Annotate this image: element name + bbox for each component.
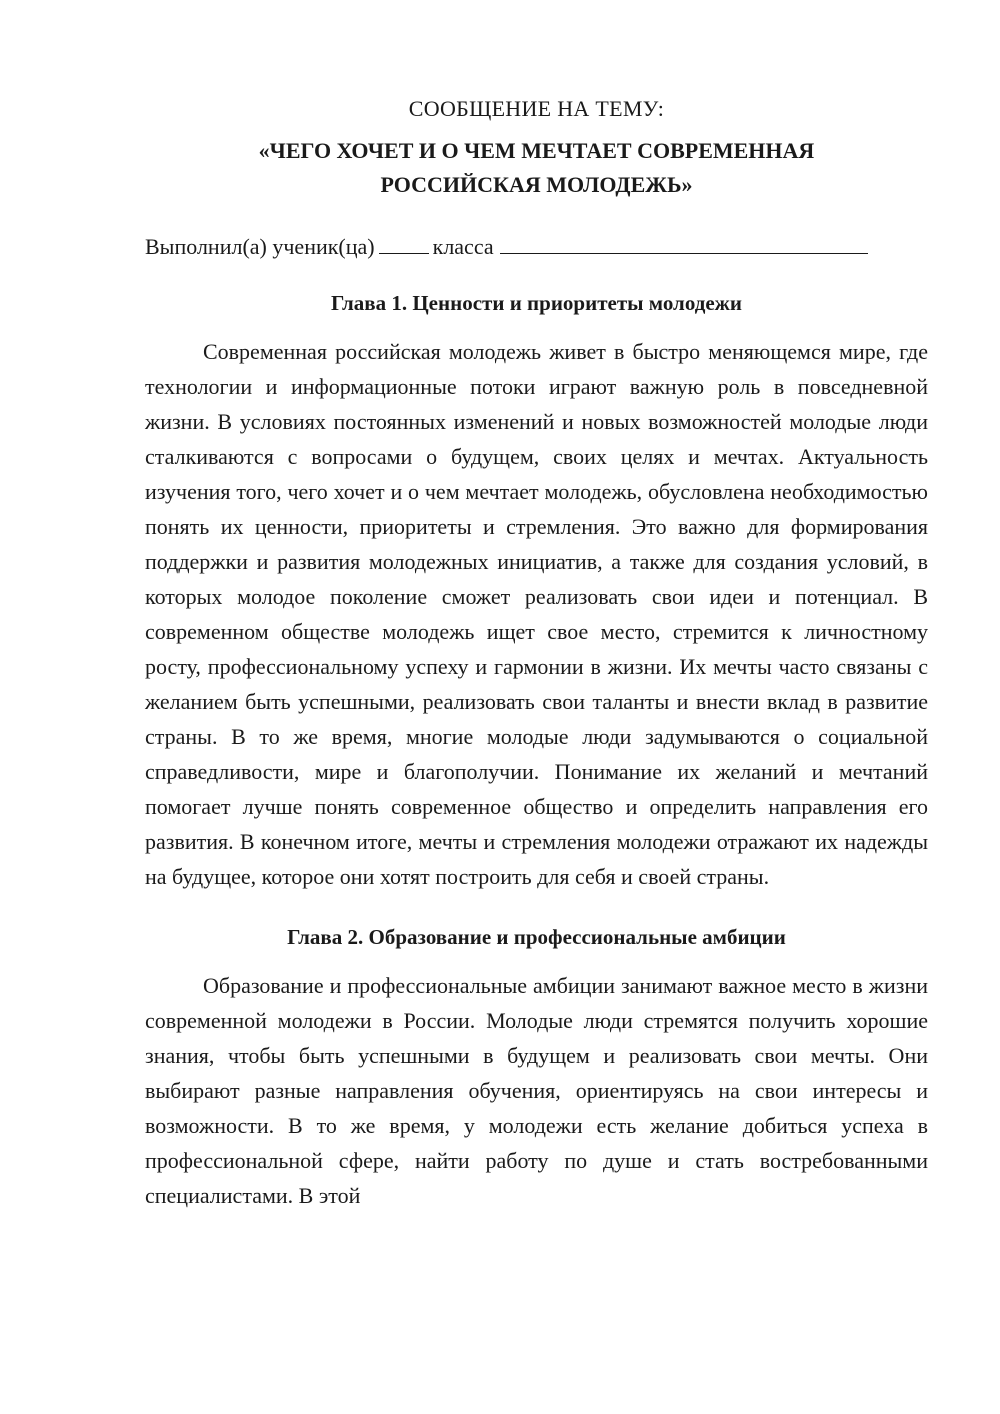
- document-page: [145, 92, 928, 1213]
- document-title-line-1: «ЧЕГО ХОЧЕТ И О ЧЕМ МЕЧТАЕТ СОВРЕМЕННАЯ: [258, 138, 815, 163]
- chapter-1-heading: Глава 1. Ценности и приоритеты молодежи: [330, 291, 742, 315]
- chapter-1-paragraph: Современная российская молодежь живет в быстро меняющемся мире, где технологии и информационные потоки играют важную роль в повседневной жизни. В условиях постоянных изменений и новых возможностей молодые люди сталкиваются с вопросами о будущем, своих целях и мечтах. Актуальность изучения того, чего хочет и о чем мечтает молодежь, обусловлена необходимостью понять их ценности, приоритеты и стремления. Это важно для формирования поддержки и развития молодежных инициатив, а также для создания условий, в которых молодое поколение сможет реализовать свои идеи и потенциал. В современном обществе молодежь ищет свое место, стремится к личностному росту, профессиональному успеху и гармонии в жизни. Их мечты часто связаны с желанием быть успешными, реализовать свои таланты и внести вклад в развитие страны. В то же время, многие молодые люди задумываются о социальной справедливости, мире и благополучии. Понимание их желаний и мечтаний помогает лучше понять современное общество и определить направления его развития. В конечном итоге, мечты и стремления молодежи отражают их надежды на будущее, которое они хотят построить для себя и своей страны.: [145, 339, 928, 889]
- chapter-2-paragraph: Образование и профессиональные амбиции занимают важное место в жизни современной молодежи в России. Молодые люди стремятся получить хорошие знания, чтобы быть успешными в будущем и реализовать свои мечты. Они выбирают разные направления обучения, ориентируясь на свои интересы и возможности. В то же время, у молодежи есть желание добиться успеха в профессиональной сфере, найти работу по душе и стать востребованными специалистами. В этой: [145, 973, 928, 1208]
- student-name-blank: [500, 233, 868, 254]
- performed-by-label: Выполнил(а) ученик(ца): [145, 234, 375, 259]
- class-number-blank: [379, 233, 429, 254]
- signature-line: [145, 230, 928, 264]
- class-word-label: класса: [432, 234, 494, 259]
- topic-label: СООБЩЕНИЕ НА ТЕМУ:: [408, 96, 665, 121]
- document-title-line-2: РОССИЙСКАЯ МОЛОДЕЖЬ»: [380, 172, 693, 197]
- chapter-2-heading: Глава 2. Образование и профессиональные амбиции: [287, 925, 786, 949]
